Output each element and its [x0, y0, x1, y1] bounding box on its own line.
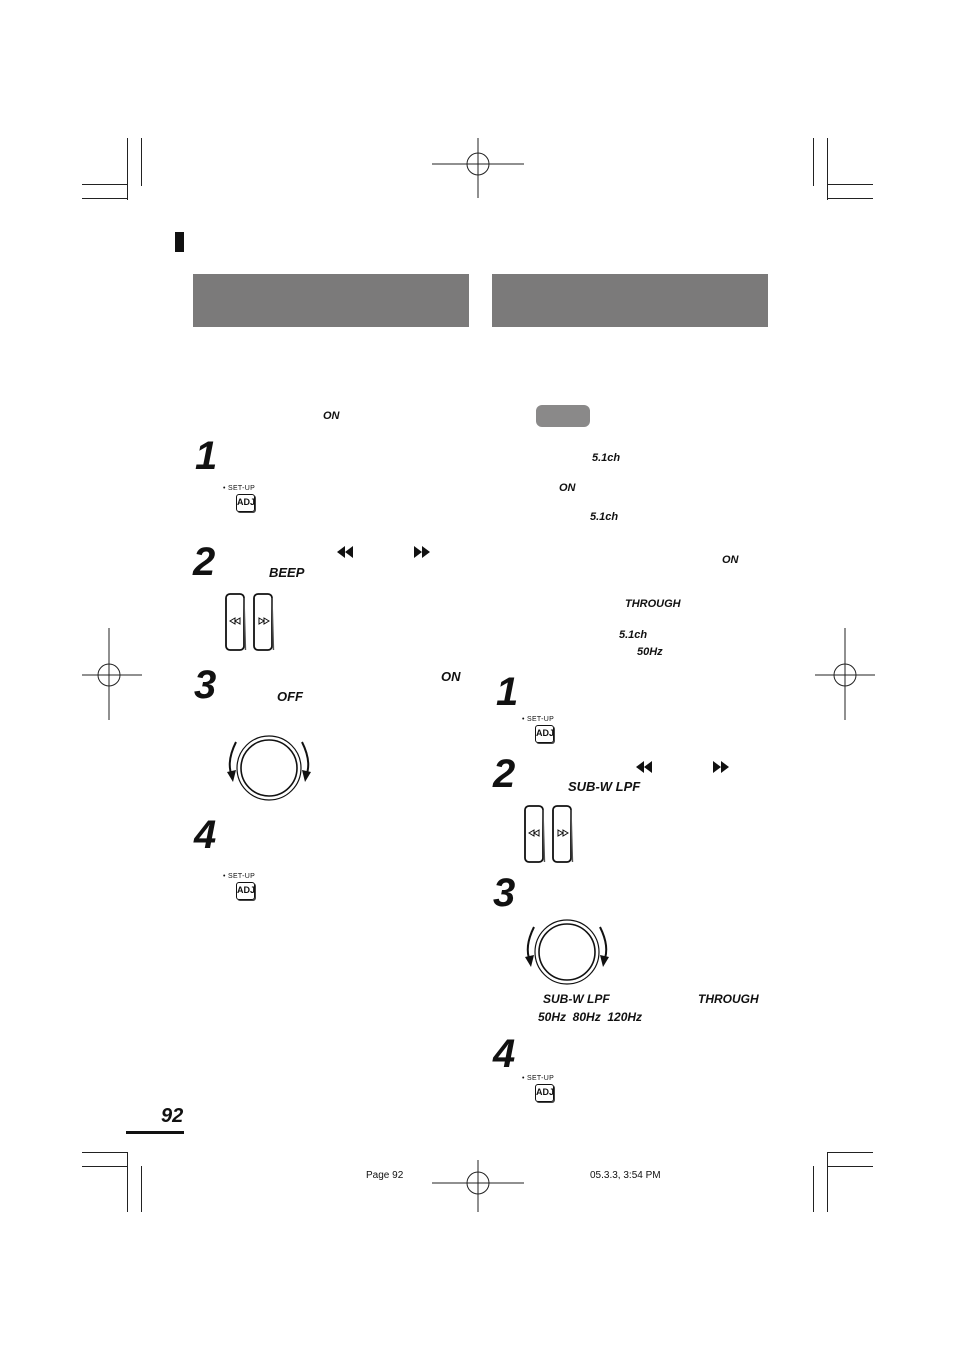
step-number: 4: [493, 1032, 516, 1076]
adj-key-label: ADJ: [535, 725, 554, 743]
crop-mark: [827, 1152, 828, 1212]
adj-button[interactable]: [522, 1075, 562, 1109]
adj-key-label: ADJ: [236, 882, 255, 900]
adj-button-caption: • SET-UP: [522, 716, 555, 723]
fast-forward-icon: [711, 760, 731, 774]
through-label: THROUGH: [698, 992, 759, 1006]
page-number-rule: [126, 1131, 184, 1134]
note-through: THROUGH: [625, 598, 681, 610]
rewind-icon: [634, 760, 654, 774]
track-skip-buttons[interactable]: [224, 592, 276, 652]
adj-button-caption: • SET-UP: [223, 485, 256, 492]
registration-target-icon: [815, 628, 875, 720]
registration-target-icon: [432, 138, 524, 198]
crop-mark: [141, 1166, 142, 1212]
step-number: 1: [496, 670, 519, 714]
crop-mark: [827, 1166, 873, 1167]
rewind-icon: [335, 545, 355, 559]
crop-mark: [813, 138, 814, 186]
adj-button[interactable]: [223, 873, 263, 907]
note-5-1ch: 5.1ch: [592, 452, 621, 464]
note-5-1ch: 5.1ch: [590, 511, 619, 523]
footer-page-label: Page 92: [366, 1170, 404, 1181]
page-number: 92: [161, 1105, 184, 1127]
registration-target-icon: [432, 1160, 524, 1212]
crop-mark: [82, 184, 128, 185]
section-marker: [175, 232, 184, 252]
step-number: 2: [193, 540, 216, 584]
step-number: 1: [195, 434, 218, 478]
frequency-options: 50Hz 80Hz 120Hz: [538, 1010, 643, 1024]
step-number: 4: [194, 813, 217, 857]
on-label: ON: [441, 669, 461, 684]
right-header-bar: [492, 274, 768, 327]
fast-forward-icon: [412, 545, 432, 559]
crop-mark: [813, 1166, 814, 1212]
note-5-1ch: 5.1ch: [619, 629, 648, 641]
off-label: OFF: [277, 689, 303, 704]
adj-button[interactable]: [223, 485, 263, 519]
crop-mark: [827, 1152, 873, 1153]
sub-w-lpf-label: SUB-W LPF: [568, 779, 641, 794]
crop-mark: [82, 1152, 128, 1153]
adj-button-caption: • SET-UP: [522, 1075, 555, 1082]
adj-button[interactable]: [522, 716, 562, 750]
crop-mark: [127, 1152, 128, 1212]
beep-label: BEEP: [269, 565, 305, 580]
crop-mark: [827, 138, 828, 200]
adj-key-label: ADJ: [535, 1084, 554, 1102]
note-on: ON: [559, 482, 576, 494]
adj-key-label: ADJ: [236, 494, 255, 512]
track-skip-buttons[interactable]: [523, 804, 575, 864]
note-pill: [536, 405, 590, 427]
crop-mark: [82, 1166, 128, 1167]
crop-mark: [82, 198, 128, 199]
intro-on-label: ON: [323, 410, 340, 422]
registration-target-icon: [82, 628, 142, 720]
step-number: 3: [493, 871, 516, 915]
rotary-knob-icon[interactable]: [224, 728, 314, 818]
crop-mark: [827, 184, 873, 185]
adj-button-caption: • SET-UP: [223, 873, 256, 880]
crop-mark: [827, 198, 873, 199]
crop-mark: [127, 138, 128, 200]
sub-w-lpf-label: SUB-W LPF: [543, 992, 610, 1006]
crop-mark: [141, 138, 142, 186]
note-on: ON: [722, 554, 739, 566]
footer-timestamp: 05.3.3, 3:54 PM: [590, 1170, 661, 1181]
left-header-bar: [193, 274, 469, 327]
step-number: 3: [194, 663, 217, 707]
note-50hz: 50Hz: [637, 646, 663, 658]
step-number: 2: [493, 752, 516, 796]
